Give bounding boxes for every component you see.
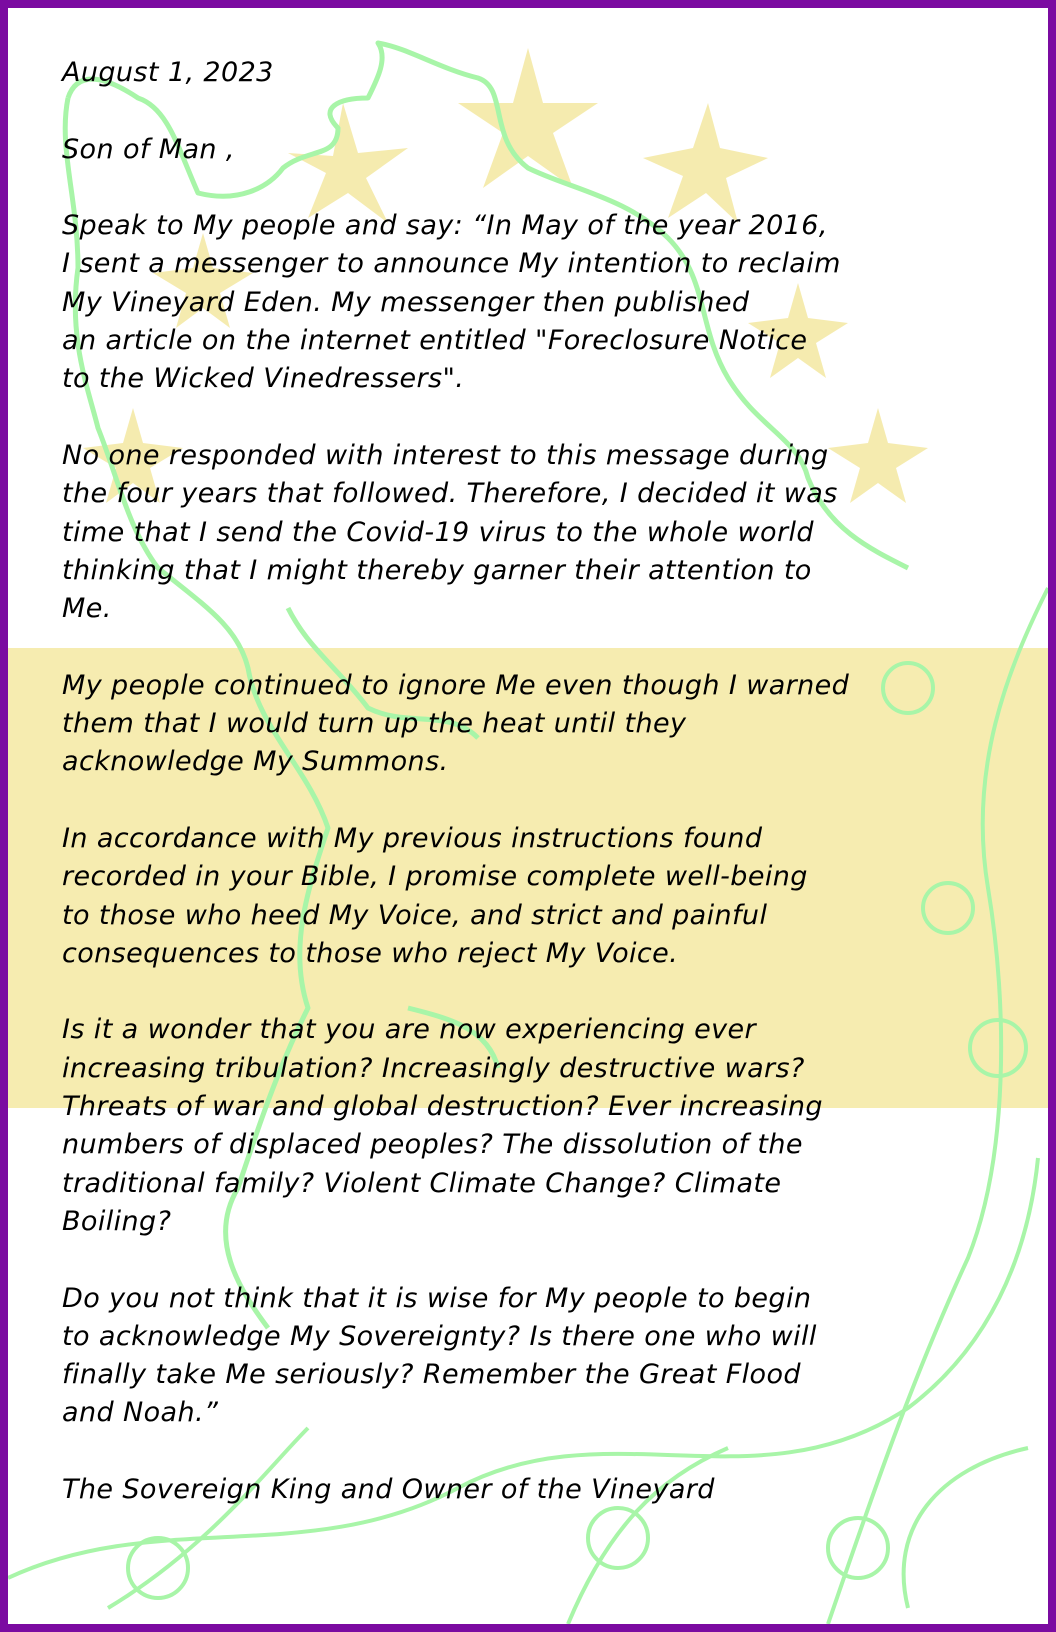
text-line: In accordance with My previous instructions found	[62, 822, 763, 854]
text-line: Is it a wonder that you are now experiencing ever	[62, 1014, 757, 1046]
paragraph	[62, 1280, 1042, 1471]
text-line: the four years that followed. Therefore, I decided it was	[62, 478, 838, 510]
text-line: Speak to My people and say: “In May of the year 2016,	[62, 210, 828, 242]
text-line: Me.	[62, 593, 112, 625]
text-line: Threats of war and global destruction? Ever increasing	[62, 1091, 823, 1123]
text-line: thinking that I might thereby garner their attention to	[62, 554, 812, 586]
text-line: time that I send the Covid-19 virus to the whole world	[62, 516, 814, 548]
text-line: Do you not think that it is wise for My people to begin	[62, 1282, 812, 1314]
text-line: traditional family? Violent Climate Change? Climate	[62, 1167, 782, 1199]
paragraph	[62, 207, 1042, 437]
text-line: acknowledge My Summons.	[62, 746, 449, 778]
paragraph	[62, 820, 1042, 1011]
text-line: increasing tribulation? Increasingly destructive wars?	[62, 1052, 805, 1084]
text-line: Boiling?	[62, 1205, 172, 1237]
text-line: to those who heed My Voice, and strict and painful	[62, 899, 768, 931]
text-line: and Noah.”	[62, 1397, 219, 1429]
text-line: No one responded with interest to this message during	[62, 439, 829, 471]
text-line: My people continued to ignore Me even though I warned	[62, 669, 850, 701]
text-line: an article on the internet entitled "Foreclosure Notice	[62, 325, 808, 357]
letter-page	[8, 8, 1048, 1624]
letter-body	[62, 54, 1042, 1509]
paragraph	[62, 1011, 1042, 1279]
salutation: Son of Man ,	[62, 133, 235, 165]
paragraph	[62, 667, 1042, 820]
paragraph	[62, 437, 1042, 667]
text-line: to acknowledge My Sovereignty? Is there one who will	[62, 1320, 817, 1352]
letter-date: August 1, 2023	[62, 57, 274, 88]
signature: The Sovereign King and Owner of the Vineyard	[62, 1473, 715, 1505]
text-line: consequences to those who reject My Voice.	[62, 937, 679, 969]
text-line: recorded in your Bible, I promise complete well-being	[62, 861, 808, 893]
text-line: them that I would turn up the heat until they	[62, 708, 687, 740]
text-line: I sent a messenger to announce My intention to reclaim	[62, 248, 841, 280]
text-line: to the Wicked Vinedressers".	[62, 363, 465, 395]
text-line: My Vineyard Eden. My messenger then published	[62, 286, 750, 318]
text-line: finally take Me seriously? Remember the Great Flood	[62, 1359, 801, 1391]
text-line: numbers of displaced peoples? The dissolution of the	[62, 1129, 803, 1161]
